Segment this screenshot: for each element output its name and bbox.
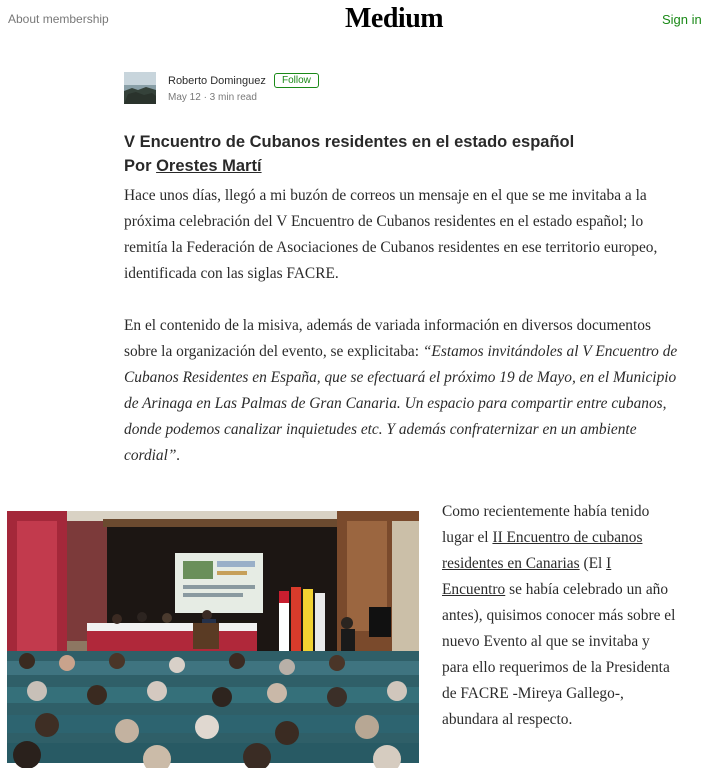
medium-logo[interactable]: Medium — [345, 3, 444, 34]
article-title — [124, 130, 684, 178]
byline-author-link[interactable]: Orestes Martí — [156, 157, 262, 175]
follow-button[interactable]: Follow — [274, 73, 319, 88]
paragraph-context-text-a: Como recientemente había tenido lugar el — [442, 503, 650, 546]
paragraph-invitation — [124, 313, 684, 469]
author-name[interactable]: Roberto Dominguez — [168, 75, 266, 87]
paragraph-context-text-b: (El — [579, 555, 607, 572]
byline-prefix: Por — [124, 157, 157, 175]
invitation-quote: “Estamos invitándoles al V Encuentro de Cubanos Residentes en España, que se efectuará el próximo 19 de Mayo, en el Municipio de Arinaga en Las Palmas de Gran Canaria. Un espacio para compartir entre cubanos, donde podemos canalizar inquietudes etc. Y además confraternizar en un ambiente cordial”. — [124, 343, 678, 464]
paragraph-intro: Hace unos días, llegó a mi buzón de correos un mensaje en el que se me invitaba a la próxima celebración del V Encuentro de Cubanos residentes en el estado español; lo remitía la Federación de Asociaciones de Cubanos residentes en ese territorio europeo, identificada con las siglas FACRE. — [124, 187, 658, 282]
ii-encuentro-link[interactable]: II Encuentro de cubanos residentes en Canarias — [442, 529, 643, 572]
post-meta: May 12 · 3 min read — [168, 92, 257, 103]
event-photo — [7, 511, 419, 763]
top-bar — [0, 0, 702, 40]
paragraph-context-text-c: se había celebrado un año antes), quisimos conocer más sobre el nuevo Evento al que se invitaba y para ello requerimos de la Presidenta de FACRE -Mireya Gallego-, abundara al respecto. — [442, 581, 676, 728]
i-encuentro-link[interactable]: I Encuentro — [442, 555, 612, 598]
about-membership-link[interactable]: About membership — [8, 12, 109, 26]
byline — [124, 154, 684, 178]
author-avatar[interactable] — [124, 72, 156, 104]
title-line: V Encuentro de Cubanos residentes en el estado español — [124, 133, 575, 151]
paragraph-context — [442, 499, 677, 733]
sign-in-link[interactable]: Sign in — [662, 12, 702, 27]
paragraph-invitation-text: En el contenido de la misiva, además de variada información en diversos documentos sobre la organización del evento, se explicitaba: — [124, 317, 651, 360]
